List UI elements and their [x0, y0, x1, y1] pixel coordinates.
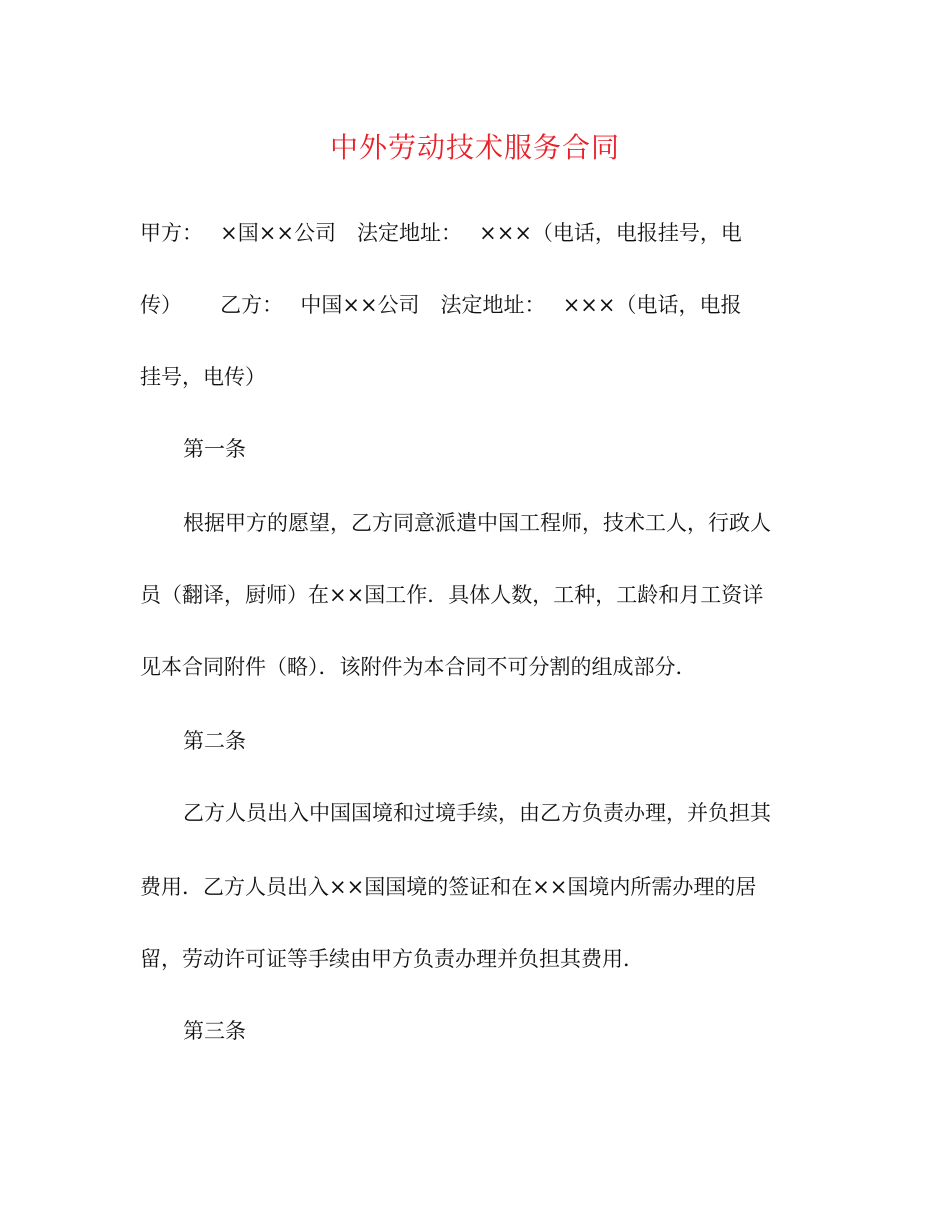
party-b-line-cont: 挂号，电传） — [140, 365, 266, 389]
article-2-text-line-2: 费用．乙方人员出入××国国境的签证和在××国境内所需办理的居 — [140, 875, 757, 899]
article-2-text-line-1: 乙方人员出入中国国境和过境手续，由乙方负责办理，并负担其 — [183, 801, 771, 825]
article-1-text-line-3: 见本合同附件（略）．该附件为本合同不可分割的组成部分． — [140, 655, 697, 679]
party-b-line: 传） 乙方： 中国××公司 法定地址： ×××（电话，电报 — [140, 293, 742, 317]
party-a-line: 甲方： ×国××公司 法定地址： ×××（电话，电报挂号，电 — [140, 221, 742, 245]
article-1-text-line-2: 员（翻译，厨师）在××国工作．具体人数，工种，工龄和月工资详 — [140, 583, 764, 607]
article-3-heading: 第三条 — [183, 1019, 246, 1043]
article-2-heading: 第二条 — [183, 729, 246, 753]
document-title: 中外劳动技术服务合同 — [329, 131, 620, 164]
article-1-heading: 第一条 — [183, 437, 246, 461]
article-1-text-line-1: 根据甲方的愿望，乙方同意派遣中国工程师，技术工人，行政人 — [183, 511, 771, 535]
article-2-text-line-3: 留，劳动许可证等手续由甲方负责办理并负担其费用． — [140, 947, 644, 971]
